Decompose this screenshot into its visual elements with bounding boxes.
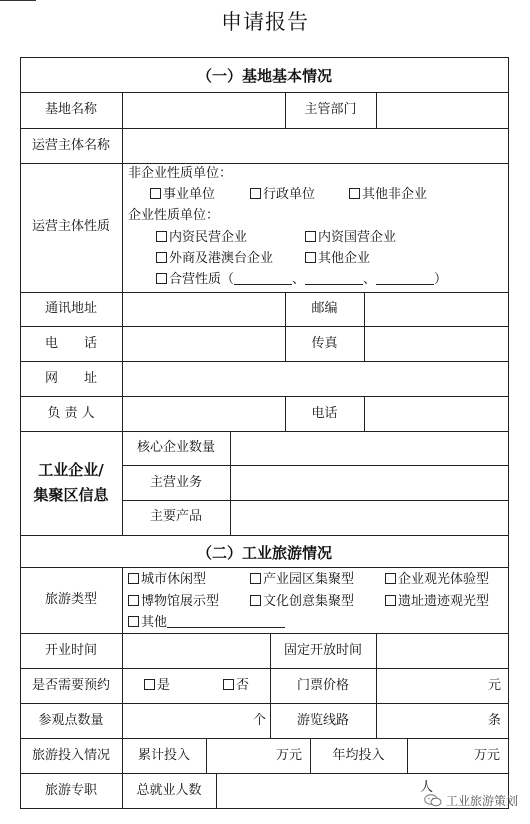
page-title: 申请报告 <box>221 10 309 34</box>
table-border-left <box>20 57 21 809</box>
blank-line[interactable] <box>376 272 434 285</box>
option-label: 文化创意集聚型 <box>263 594 355 609</box>
unit-yuan: 元 <box>488 678 502 693</box>
checkbox-urban-leisure[interactable] <box>128 572 206 588</box>
unit-ren: 人 <box>420 780 434 795</box>
label-person-in-charge: 负 责 人 <box>47 406 95 421</box>
checkbox-icon <box>349 188 360 199</box>
checkbox-icon <box>385 573 396 584</box>
industry-info-label <box>20 458 122 508</box>
wechat-icon <box>424 794 442 807</box>
checkbox-domestic-private[interactable] <box>156 230 247 246</box>
unit-ge: 个 <box>253 713 267 728</box>
checkbox-administrative[interactable] <box>250 187 315 203</box>
watermark <box>424 792 518 809</box>
checkbox-no[interactable] <box>223 678 249 694</box>
checkbox-industrial-park[interactable] <box>250 572 354 588</box>
table-border-top <box>20 57 509 58</box>
checkbox-icon <box>156 231 167 242</box>
label-core-count: 核心企业数量 <box>136 440 215 455</box>
close-paren: ） <box>434 272 448 287</box>
option-label: 是 <box>157 678 171 693</box>
col-line <box>376 633 377 738</box>
checkbox-domestic-state[interactable] <box>305 230 396 246</box>
option-label: 城市休闲型 <box>141 572 207 587</box>
option-label: 其他企业 <box>318 251 371 266</box>
label-staff: 旅游专职 <box>44 783 97 798</box>
option-label: 企业观光体验型 <box>398 572 490 587</box>
checkbox-icon <box>385 595 396 606</box>
label-postcode: 邮编 <box>311 301 338 316</box>
col-line <box>122 567 123 808</box>
watermark-text: 工业旅游策划 <box>446 794 519 808</box>
checkbox-icon <box>144 679 155 690</box>
label-ticket-price: 门票价格 <box>296 678 349 693</box>
unit-tiao: 条 <box>488 713 502 728</box>
checkbox-icon <box>305 252 316 263</box>
col-line <box>376 92 377 128</box>
unit-wanyuan-annual: 万元 <box>474 748 501 763</box>
row-line <box>20 703 509 704</box>
row-line <box>20 738 509 739</box>
label-total-employees: 总就业人数 <box>136 783 202 798</box>
row-line <box>122 500 509 501</box>
label-operator-nature: 运营主体性质 <box>31 219 110 234</box>
checkbox-cultural-creative[interactable] <box>250 594 354 610</box>
label-opening-time: 开业时间 <box>44 643 97 658</box>
row-line <box>20 361 509 362</box>
row-line <box>20 431 509 432</box>
option-label: 博物馆展示型 <box>141 594 220 609</box>
label-need-reservation: 是否需要预约 <box>31 678 110 693</box>
row-line <box>20 668 509 669</box>
row-line <box>20 92 509 93</box>
col-line <box>206 738 207 773</box>
col-line <box>364 396 365 431</box>
label-investment: 旅游投入情况 <box>31 748 110 763</box>
row-line <box>20 326 509 327</box>
unit-wanyuan: 万元 <box>276 748 303 763</box>
label-address: 通讯地址 <box>44 301 97 316</box>
row-line <box>122 465 509 466</box>
checkbox-icon <box>223 679 234 690</box>
label-cumulative: 累计投入 <box>137 748 190 763</box>
section1-heading: （一）基地基本情况 <box>196 67 332 85</box>
label-supervisor-dept: 主管部门 <box>304 102 357 117</box>
option-label: 内资民营企业 <box>169 230 248 245</box>
industry-info-line2: 集聚区信息 <box>33 486 109 504</box>
row-line <box>20 292 509 293</box>
checkbox-other-non-enterprise[interactable] <box>349 187 427 203</box>
label-fixed-open-time: 固定开放时间 <box>283 643 362 658</box>
checkbox-other-type[interactable] <box>128 615 285 631</box>
label-website: 网 址 <box>44 371 97 386</box>
section2-heading: （二）工业旅游情况 <box>196 544 332 562</box>
non-enterprise-label: 非企业性质单位： <box>128 166 233 181</box>
option-label: 行政单位 <box>263 187 316 202</box>
row-line <box>20 163 509 164</box>
col-line <box>364 292 365 361</box>
option-label: 外商及港澳台企业 <box>169 251 274 266</box>
option-label: 遗址遗迹观光型 <box>398 594 490 609</box>
label-tourism-type: 旅游类型 <box>44 592 97 607</box>
checkbox-museum[interactable] <box>128 594 219 610</box>
checkbox-icon <box>150 188 161 199</box>
checkbox-public-institution[interactable] <box>150 187 215 203</box>
label-main-business: 主营业务 <box>149 475 202 490</box>
option-label: 其他非企业 <box>362 187 428 202</box>
checkbox-icon <box>128 595 139 606</box>
checkbox-foreign-hkmt[interactable] <box>156 251 273 267</box>
col-line <box>122 92 123 535</box>
label-phone: 电 话 <box>44 336 97 351</box>
row-line <box>20 128 509 129</box>
blank-line[interactable] <box>234 272 292 285</box>
label-operator-name: 运营主体名称 <box>31 138 110 153</box>
col-line <box>216 773 217 808</box>
table-border-right <box>508 57 509 809</box>
industry-info-line1: 工业企业/ <box>38 461 104 479</box>
enterprise-label: 企业性质单位： <box>128 208 220 223</box>
row-line <box>20 633 509 634</box>
checkbox-icon <box>250 595 261 606</box>
blank-line[interactable] <box>305 272 363 285</box>
label-fax: 传真 <box>311 336 338 351</box>
checkbox-icon <box>250 188 261 199</box>
checkbox-icon <box>305 231 316 242</box>
label-base-name: 基地名称 <box>44 102 97 117</box>
option-label: 事业单位 <box>163 187 216 202</box>
checkbox-yes[interactable] <box>144 678 170 694</box>
blank-line[interactable] <box>167 615 285 628</box>
label-tel: 电话 <box>311 406 338 421</box>
option-label: 否 <box>236 678 250 693</box>
option-label: 合营性质（ <box>169 272 235 287</box>
checkbox-joint-venture[interactable] <box>156 272 447 288</box>
checkbox-icon <box>156 252 167 263</box>
row-line <box>20 535 509 536</box>
separator: 、 <box>363 272 377 287</box>
option-label: 其他 <box>141 615 168 630</box>
row-line <box>20 396 509 397</box>
checkbox-icon <box>250 573 261 584</box>
top-rule <box>0 0 36 1</box>
checkbox-icon <box>156 273 167 284</box>
label-attraction-count: 参观点数量 <box>38 713 104 728</box>
label-tour-routes: 游览线路 <box>296 713 349 728</box>
checkbox-icon <box>128 616 139 627</box>
label-main-products: 主要产品 <box>149 509 202 524</box>
col-line <box>230 431 231 535</box>
separator: 、 <box>292 272 306 287</box>
checkbox-other-enterprise[interactable] <box>305 251 370 267</box>
col-line <box>407 738 408 773</box>
option-label: 产业园区集聚型 <box>263 572 355 587</box>
checkbox-enterprise-visit[interactable] <box>385 572 489 588</box>
row-line <box>20 773 509 774</box>
option-label: 内资国营企业 <box>318 230 397 245</box>
row-line <box>20 567 509 568</box>
checkbox-icon <box>128 573 139 584</box>
checkbox-heritage-site[interactable] <box>385 594 489 610</box>
label-annual-avg: 年均投入 <box>332 748 385 763</box>
